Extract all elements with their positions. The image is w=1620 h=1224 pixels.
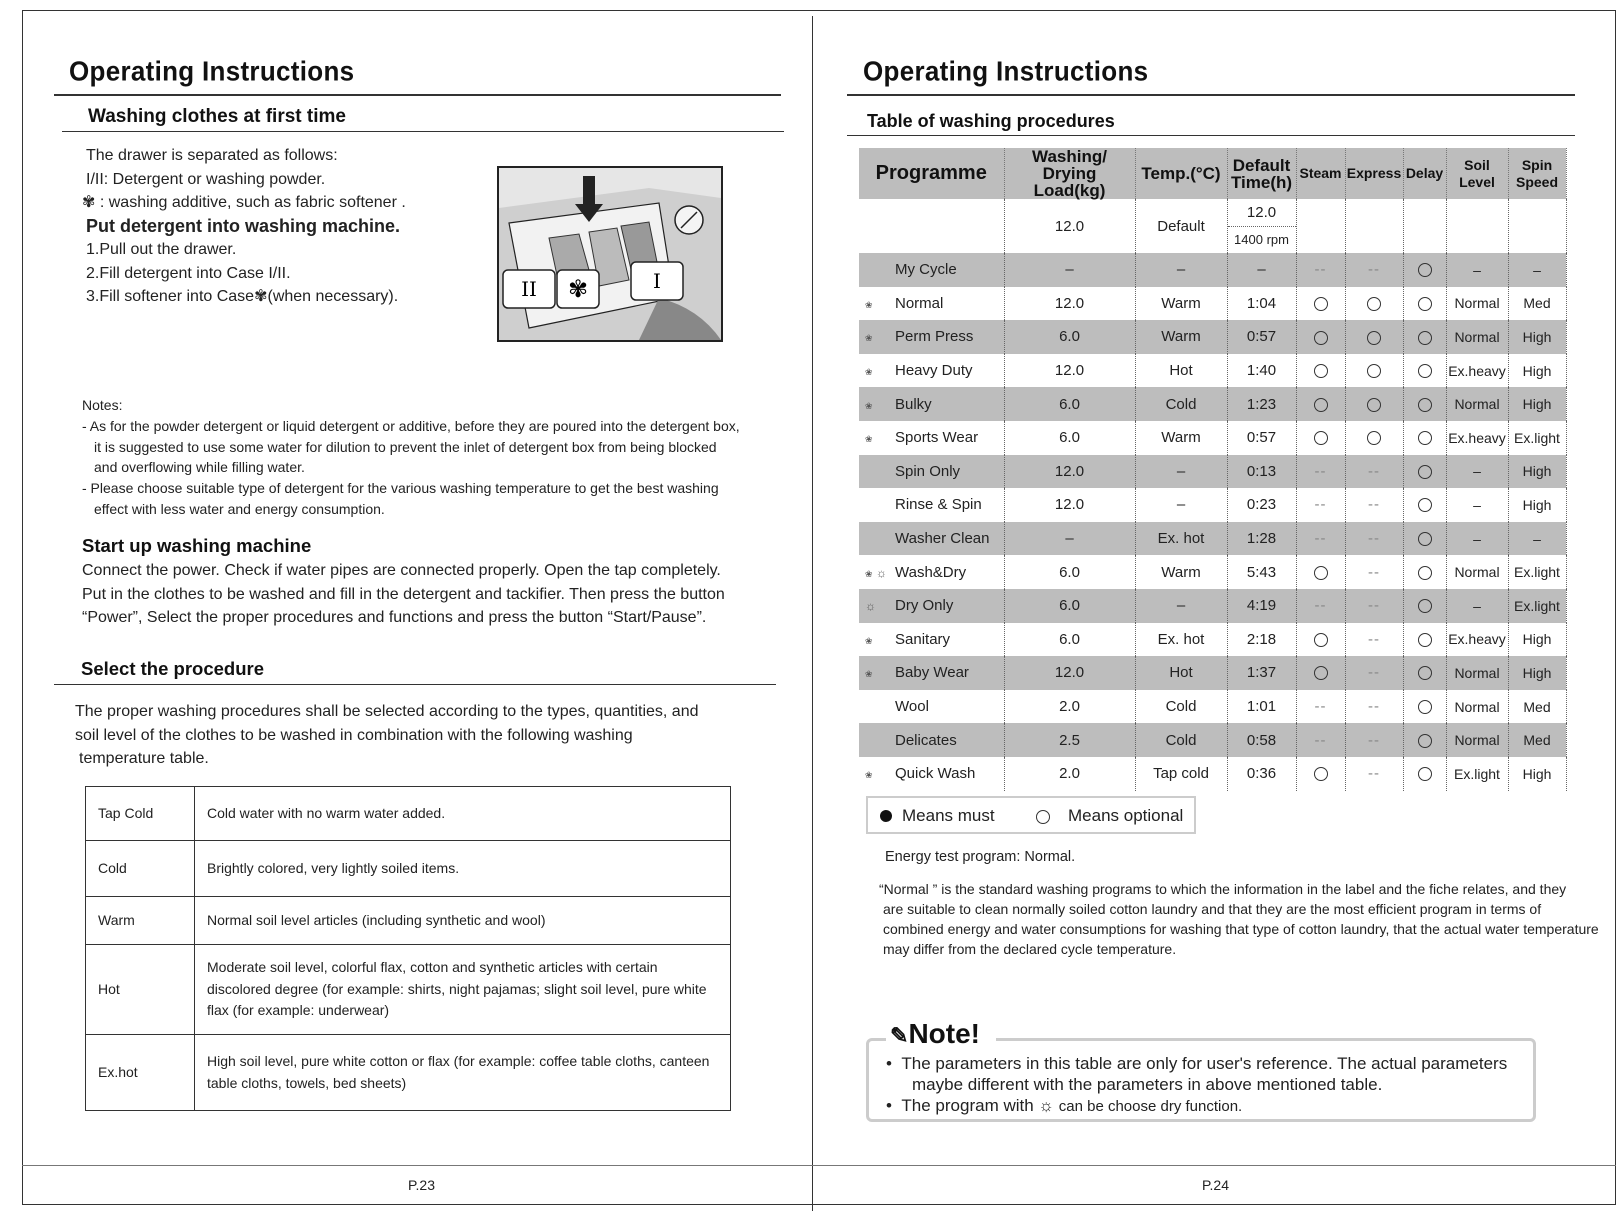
cell-time: 1:04 xyxy=(1227,287,1296,321)
cell-temp: Cold xyxy=(1135,723,1227,757)
cell-load: 2.0 xyxy=(1004,757,1135,791)
cell-delay xyxy=(1403,387,1446,421)
table-row: Tap Cold Cold water with no warm water added. xyxy=(86,787,731,841)
cell-soil: Normal xyxy=(1446,387,1508,421)
cell-spin: – xyxy=(1508,522,1566,556)
cell-delay xyxy=(1403,589,1446,623)
optional-circle-icon xyxy=(1314,398,1328,412)
optional-circle-icon xyxy=(1418,297,1432,311)
optional-circle-icon xyxy=(1418,364,1432,378)
table-row xyxy=(859,723,1566,757)
programme-name: ☼ Dry Only xyxy=(859,589,1004,623)
optional-circle-icon xyxy=(1367,431,1381,445)
steam-icon: ❀ xyxy=(865,669,873,680)
cell-time: 1:28 xyxy=(1227,522,1296,556)
cell-temp: – xyxy=(1135,488,1227,522)
cell-load: 2.5 xyxy=(1004,723,1135,757)
optional-circle-icon xyxy=(1418,398,1432,412)
optional-circle-icon xyxy=(1418,431,1432,445)
cell-express: -- xyxy=(1345,488,1403,522)
cell-soil: Normal xyxy=(1446,723,1508,757)
optional-circle-icon xyxy=(1367,297,1381,311)
cell-delay xyxy=(1403,455,1446,489)
cell-temp: – xyxy=(1135,455,1227,489)
softener-icon: ✾ xyxy=(254,288,268,305)
table-row: Ex.hot High soil level, pure white cotton or flax (for example: coffee table cloths, canteen table cloths, towels, bed sheets) xyxy=(86,1035,731,1111)
programme-name: ❀ Heavy Duty xyxy=(859,354,1004,388)
cell-express: -- xyxy=(1345,522,1403,556)
programme-name: Wool xyxy=(859,690,1004,724)
cell-spin: High xyxy=(1508,320,1566,354)
col-delay: Delay xyxy=(1403,148,1446,199)
optional-circle-icon xyxy=(1314,331,1328,345)
col-load: Washing/ Drying Load(kg) xyxy=(1004,148,1135,199)
steam-icon: ❀ xyxy=(865,635,873,646)
cell-spin: High xyxy=(1508,387,1566,421)
right-page-title: Operating Instructions xyxy=(863,55,1149,87)
cell-soil: – xyxy=(1446,455,1508,489)
page-number-left: P.23 xyxy=(408,1177,435,1193)
section-rule xyxy=(62,131,784,132)
notes-label: Notes: xyxy=(82,397,123,413)
steam-icon: ❀ xyxy=(865,367,873,378)
optional-circle-icon xyxy=(1314,566,1328,580)
programme-name: Rinse & Spin xyxy=(859,488,1004,522)
table-row xyxy=(859,757,1566,791)
cell-time: 2:18 xyxy=(1227,623,1296,657)
optional-circle-icon xyxy=(1418,599,1432,613)
cell-time: – xyxy=(1227,253,1296,287)
optional-circle-icon xyxy=(1418,465,1432,479)
cell-soil: Normal xyxy=(1446,690,1508,724)
cell-express xyxy=(1345,354,1403,388)
cell-steam xyxy=(1296,421,1345,455)
programme-name: ❀ Sanitary xyxy=(859,623,1004,657)
cell-express xyxy=(1345,421,1403,455)
optional-circle-icon xyxy=(1367,398,1381,412)
cell-load: 6.0 xyxy=(1004,421,1135,455)
optional-circle-icon xyxy=(1418,532,1432,546)
cell-express: -- xyxy=(1345,656,1403,690)
cell-delay xyxy=(1403,757,1446,791)
table-heading-rule xyxy=(847,135,1575,136)
cell-load: – xyxy=(1004,253,1135,287)
cell-spin: Ex.light xyxy=(1508,421,1566,455)
cell-delay xyxy=(1403,354,1446,388)
cell-temp: Cold xyxy=(1135,387,1227,421)
startup-heading: Start up washing machine xyxy=(82,535,312,556)
temperature-table xyxy=(85,786,731,1111)
cell-load: 12.0 xyxy=(1004,287,1135,321)
cell-time: 4:19 xyxy=(1227,589,1296,623)
cell-spin: Ex.light xyxy=(1508,555,1566,589)
drawer-text: The drawer is separated as follows: I/II: Detergent or washing powder. ✾ : washing additive, such as fabric softener . Put detergent into washing machine. 1.Pull out the drawer. 2.Fill detergent into Case I/II. 3.Fill softener into Case✾(when necessary). xyxy=(82,147,406,305)
programme-name: ❀ ☼ Wash&Dry xyxy=(859,555,1004,589)
optional-circle-icon xyxy=(1418,263,1432,277)
steam-icon: ❀ xyxy=(865,770,873,781)
cell-express: -- xyxy=(1345,757,1403,791)
cell-steam: -- xyxy=(1296,723,1345,757)
cell-steam xyxy=(1296,623,1345,657)
table-row xyxy=(859,387,1566,421)
optional-circle-icon xyxy=(1418,666,1432,680)
table-row xyxy=(859,421,1566,455)
sun-icon: ☼ xyxy=(872,565,887,580)
optional-circle-icon xyxy=(1314,767,1328,781)
cell-soil: Ex.heavy xyxy=(1446,354,1508,388)
optional-circle-icon xyxy=(1036,810,1050,824)
optional-circle-icon xyxy=(1418,700,1432,714)
note-title: ✎Note! xyxy=(886,1018,996,1050)
table-row xyxy=(859,488,1566,522)
normal-note: “Normal ” is the standard washing programs to which the information in the label and the fiche relates, and they are suitable to clean normally soiled cotton laundry and that they are the most efficient program in terms of combined energy and water consumptions for washing that type of cotton laundry, that the actual water temperature may differ from the declared cycle temperature. xyxy=(879,881,1599,957)
cell-steam xyxy=(1296,656,1345,690)
cell-load: 6.0 xyxy=(1004,589,1135,623)
cell-load: 2.0 xyxy=(1004,690,1135,724)
cell-spin: High xyxy=(1508,757,1566,791)
cell-steam xyxy=(1296,555,1345,589)
optional-circle-icon xyxy=(1418,767,1432,781)
table-row xyxy=(859,690,1566,724)
legend-optional: Means optional xyxy=(1068,806,1184,825)
cell-express: -- xyxy=(1345,589,1403,623)
table-row xyxy=(859,354,1566,388)
cell-temp: Hot xyxy=(1135,354,1227,388)
cell-steam: -- xyxy=(1296,589,1345,623)
table-row xyxy=(859,656,1566,690)
sun-icon: ☼ xyxy=(865,599,876,614)
cell-spin: Med xyxy=(1508,287,1566,321)
optional-circle-icon xyxy=(1367,331,1381,345)
optional-circle-icon xyxy=(1418,734,1432,748)
cell-temp: Warm xyxy=(1135,320,1227,354)
drawer-illustration xyxy=(497,166,723,342)
cell-steam: -- xyxy=(1296,253,1345,287)
table-heading: Table of washing procedures xyxy=(867,111,1115,131)
programme-name: Washer Clean xyxy=(859,522,1004,556)
notes-block: Notes: - As for the powder detergent or liquid detergent or additive, before they are poured into the detergent box, it is suggested to use some water for dilution to prevent the inlet of detergent box from being blocked and overflowing while filling water. - Please choose suitable type of detergent for the various washing temperature to get the best washing effect with less water and energy consumption. xyxy=(82,397,740,517)
programme-name: ❀ Bulky xyxy=(859,387,1004,421)
cell-temp: Ex. hot xyxy=(1135,522,1227,556)
cell-time: 0:23 xyxy=(1227,488,1296,522)
cell-temp: Tap cold xyxy=(1135,757,1227,791)
sun-icon: ☼ xyxy=(1038,1096,1055,1115)
cell-soil: Normal xyxy=(1446,555,1508,589)
cell-express: -- xyxy=(1345,723,1403,757)
table-row: Hot Moderate soil level, colorful flax, cotton and synthetic articles with certain discolored degree (for example: shirts, night pajamas; slight soil level, pure white flax (for example: underwear) xyxy=(86,945,731,1035)
must-dot-icon xyxy=(880,810,892,822)
softener-icon: ✾ xyxy=(82,194,96,211)
table-row: Warm Normal soil level articles (including synthetic and wool) xyxy=(86,897,731,945)
cell-temp: Warm xyxy=(1135,555,1227,589)
cell-temp: Ex. hot xyxy=(1135,623,1227,657)
table-row xyxy=(859,623,1566,657)
cell-spin: Ex.light xyxy=(1508,589,1566,623)
svg-text:I: I xyxy=(653,269,661,293)
steam-icon: ❀ xyxy=(865,568,873,579)
cell-steam xyxy=(1296,320,1345,354)
cell-time: 1:23 xyxy=(1227,387,1296,421)
optional-circle-icon xyxy=(1418,331,1432,345)
startup-text: Connect the power. Check if water pipes are connected properly. Open the tap completely. Put in the clothes to be washed and fill in the detergent and tackifier. Then press the button “Power”, Select the proper procedures and functions and press the button “Start/Pause”. xyxy=(82,562,725,626)
optional-circle-icon xyxy=(1314,633,1328,647)
cell-temp: Cold xyxy=(1135,690,1227,724)
default-row: 12.0 Default 12.0 1400 rpm xyxy=(859,199,1566,253)
cell-load: 6.0 xyxy=(1004,387,1135,421)
select-heading: Select the procedure xyxy=(81,658,265,679)
cell-soil: – xyxy=(1446,253,1508,287)
table-row xyxy=(859,589,1566,623)
title-rule xyxy=(847,94,1575,96)
cell-time: 0:58 xyxy=(1227,723,1296,757)
cell-delay xyxy=(1403,253,1446,287)
note-text: • The parameters in this table are only for user's reference. The actual parameters maybe different with the parameters in above mentioned table. • The program with ☼ can be choose dry function. xyxy=(886,1054,1508,1115)
cell-soil: Normal xyxy=(1446,287,1508,321)
cell-spin: High xyxy=(1508,354,1566,388)
cell-time: 0:57 xyxy=(1227,320,1296,354)
cell-temp: Warm xyxy=(1135,421,1227,455)
cell-temp: – xyxy=(1135,253,1227,287)
cell-soil: – xyxy=(1446,522,1508,556)
steam-icon: ❀ xyxy=(865,333,873,344)
select-text: The proper washing procedures shall be selected according to the types, quantities, and soil level of the clothes to be washed in combination with the following washing temperature table. xyxy=(75,703,699,767)
cell-time: 1:40 xyxy=(1227,354,1296,388)
cell-delay xyxy=(1403,623,1446,657)
cell-delay xyxy=(1403,320,1446,354)
cell-steam: -- xyxy=(1296,488,1345,522)
title-rule xyxy=(54,94,781,96)
table-row xyxy=(859,522,1566,556)
cell-spin: High xyxy=(1508,455,1566,489)
svg-text:II: II xyxy=(521,277,537,301)
cell-soil: Normal xyxy=(1446,656,1508,690)
cell-soil: Ex.heavy xyxy=(1446,421,1508,455)
cell-soil: Normal xyxy=(1446,320,1508,354)
cell-steam: -- xyxy=(1296,522,1345,556)
optional-circle-icon xyxy=(1418,633,1432,647)
cell-load: – xyxy=(1004,522,1135,556)
programme-name: My Cycle xyxy=(859,253,1004,287)
page-number-right: P.24 xyxy=(1202,1177,1229,1193)
optional-circle-icon xyxy=(1314,297,1328,311)
cell-spin: Med xyxy=(1508,723,1566,757)
table-row xyxy=(859,320,1566,354)
steam-icon: ❀ xyxy=(865,299,873,310)
section-heading-first-wash: Washing clothes at first time xyxy=(88,106,346,127)
table-row xyxy=(859,555,1566,589)
footer-line xyxy=(22,1165,1616,1166)
select-rule xyxy=(54,684,776,685)
optional-circle-icon xyxy=(1418,566,1432,580)
col-programme: Programme xyxy=(859,148,1004,199)
cell-spin: High xyxy=(1508,488,1566,522)
cell-delay xyxy=(1403,690,1446,724)
cell-time: 0:57 xyxy=(1227,421,1296,455)
programme-name: ❀ Perm Press xyxy=(859,320,1004,354)
cell-load: 12.0 xyxy=(1004,488,1135,522)
cell-load: 12.0 xyxy=(1004,354,1135,388)
cell-temp: – xyxy=(1135,589,1227,623)
cell-steam xyxy=(1296,287,1345,321)
col-temp: Temp.(°C) xyxy=(1135,148,1227,199)
table-row xyxy=(859,287,1566,321)
cell-delay xyxy=(1403,488,1446,522)
table-row xyxy=(859,455,1566,489)
cell-express: -- xyxy=(1345,623,1403,657)
col-express: Express xyxy=(1345,148,1403,199)
steam-icon: ❀ xyxy=(865,400,873,411)
put-detergent-heading: Put detergent into washing machine. xyxy=(86,215,401,236)
cell-express: -- xyxy=(1345,555,1403,589)
cell-spin: High xyxy=(1508,656,1566,690)
legend-must: Means must xyxy=(902,806,995,825)
cell-load: 6.0 xyxy=(1004,623,1135,657)
cell-steam xyxy=(1296,757,1345,791)
optional-circle-icon xyxy=(1314,431,1328,445)
cell-spin: High xyxy=(1508,623,1566,657)
cell-temp: Hot xyxy=(1135,656,1227,690)
cell-delay xyxy=(1403,421,1446,455)
legend-box xyxy=(866,796,1196,834)
page-divider xyxy=(812,16,813,1211)
energy-text: Energy test program: Normal. xyxy=(885,849,1076,865)
svg-text:✾: ✾ xyxy=(567,276,589,303)
cell-express: -- xyxy=(1345,690,1403,724)
cell-time: 1:37 xyxy=(1227,656,1296,690)
cell-express xyxy=(1345,287,1403,321)
steam-icon: ❀ xyxy=(865,434,873,445)
cell-soil: Ex.light xyxy=(1446,757,1508,791)
cell-load: 6.0 xyxy=(1004,320,1135,354)
table-row xyxy=(859,253,1566,287)
cell-steam: -- xyxy=(1296,455,1345,489)
cell-express xyxy=(1345,387,1403,421)
cell-delay xyxy=(1403,287,1446,321)
cell-delay xyxy=(1403,656,1446,690)
cell-soil: Ex.heavy xyxy=(1446,623,1508,657)
cell-spin: – xyxy=(1508,253,1566,287)
optional-circle-icon xyxy=(1418,498,1432,512)
cell-steam xyxy=(1296,387,1345,421)
cell-steam xyxy=(1296,354,1345,388)
cell-express: -- xyxy=(1345,455,1403,489)
cell-load: 12.0 xyxy=(1004,455,1135,489)
col-soil: Soil Level xyxy=(1446,148,1508,199)
optional-circle-icon xyxy=(1314,364,1328,378)
left-page-title: Operating Instructions xyxy=(69,55,355,87)
cell-time: 0:36 xyxy=(1227,757,1296,791)
cell-delay xyxy=(1403,555,1446,589)
cell-soil: – xyxy=(1446,488,1508,522)
cell-time: 5:43 xyxy=(1227,555,1296,589)
col-spin: Spin Speed xyxy=(1508,148,1566,199)
programme-name: Spin Only xyxy=(859,455,1004,489)
pin-icon: ✎ xyxy=(890,1023,909,1048)
cell-delay xyxy=(1403,723,1446,757)
cell-express: -- xyxy=(1345,253,1403,287)
cell-steam: -- xyxy=(1296,690,1345,724)
programme-name: ❀ Quick Wash xyxy=(859,757,1004,791)
col-time: Default Time(h) xyxy=(1227,148,1296,199)
cell-temp: Warm xyxy=(1135,287,1227,321)
cell-soil: – xyxy=(1446,589,1508,623)
cell-time: 0:13 xyxy=(1227,455,1296,489)
programme-name: ❀ Baby Wear xyxy=(859,656,1004,690)
programme-name: ❀ Normal xyxy=(859,287,1004,321)
cell-express xyxy=(1345,320,1403,354)
optional-circle-icon xyxy=(1367,364,1381,378)
cell-load: 6.0 xyxy=(1004,555,1135,589)
cell-delay xyxy=(1403,522,1446,556)
optional-circle-icon xyxy=(1314,666,1328,680)
table-row: Cold Brightly colored, very lightly soiled items. xyxy=(86,841,731,897)
cell-spin: Med xyxy=(1508,690,1566,724)
programme-name: Delicates xyxy=(859,723,1004,757)
cell-load: 12.0 xyxy=(1004,656,1135,690)
cell-time: 1:01 xyxy=(1227,690,1296,724)
col-steam: Steam xyxy=(1296,148,1345,199)
programme-name: ❀ Sports Wear xyxy=(859,421,1004,455)
procedure-table xyxy=(859,148,1567,791)
